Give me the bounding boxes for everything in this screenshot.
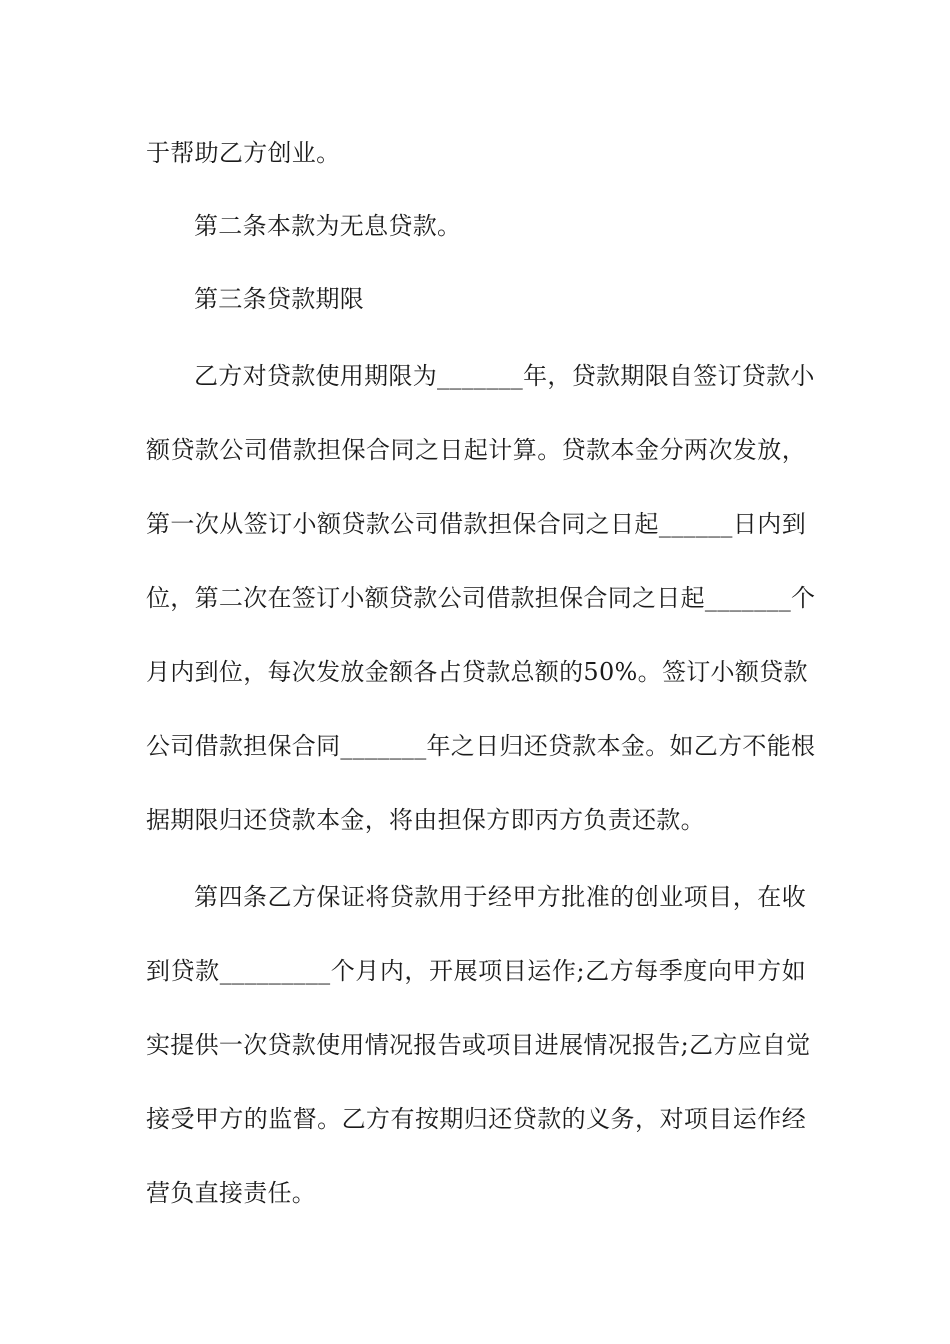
text-line-3: 第三条贷款期限: [194, 285, 365, 313]
text-line-9: 公司借款担保合同_______年之日归还贷款本金。如乙方不能根: [146, 732, 816, 760]
text-line-11: 第四条乙方保证将贷款用于经甲方批准的创业项目，在收: [194, 883, 806, 911]
text-line-13: 实提供一次贷款使用情况报告或项目进展情况报告;乙方应自觉: [146, 1031, 811, 1059]
text-line-6: 第一次从签订小额贷款公司借款担保合同之日起______日内到: [146, 510, 806, 538]
text-line-1: 于帮助乙方创业。: [146, 139, 341, 167]
text-line-14: 接受甲方的监督。乙方有按期归还贷款的义务，对项目运作经: [146, 1105, 806, 1133]
text-line-7: 位，第二次在签订小额贷款公司借款担保合同之日起_______个: [146, 584, 816, 612]
text-line-12: 到贷款_________个月内，开展项目运作;乙方每季度向甲方如: [146, 957, 806, 985]
text-line-10: 据期限归还贷款本金，将由担保方即丙方负责还款。: [146, 806, 705, 834]
text-line-5: 额贷款公司借款担保合同之日起计算。贷款本金分两次发放，: [146, 436, 806, 464]
text-line-15: 营负直接责任。: [146, 1179, 317, 1207]
text-line-2: 第二条本款为无息贷款。: [194, 212, 462, 240]
text-line-8: 月内到位，每次发放金额各占贷款总额的50%。签订小额贷款: [146, 658, 808, 686]
text-line-4: 乙方对贷款使用期限为_______年，贷款期限自签订贷款小: [194, 362, 815, 390]
